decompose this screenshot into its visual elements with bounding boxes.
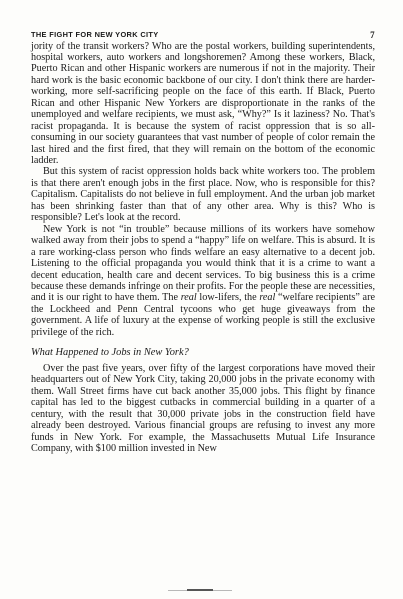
paragraph-4: Over the past five years, over fifty of the largest corporations have moved their headquarters out of New York City, taking 20,000 jobs in the private economy with them. Wall Street firms have cut back another 35,000 jobs. This flight by finance capital has led to the biggest cutbacks in commercial building in a quarter of a century, with the result that 30,000 private jobs in the construction field have already been destroyed. Various financial groups are refusing to invest any more funds in New York. For example, the Massachusetts Mutual Life Insurance Company, with $100 million invested in New — [31, 362, 375, 454]
page-number: 7 — [370, 30, 375, 40]
paragraph-1: jority of the transit workers? Who are the postal workers, building superintendents, hospital workers, auto workers and longshoremen? Among these workers, Black, Puerto Rican and other Hispanic workers are numerous if not in the majority. Their hard work is the basic economic backbone of our city. I don't think there are harder-working, more self-sacrificing people on the face of this earth. If Black, Puerto Rican and other Hispanic New Yorkers are disproportionate in the ranks of the unemployed and welfare recipients, we must ask, “Why?” Is it laziness? No. That's racist propaganda. It is because the system of racist oppression that is so all-consuming in our society guarantees that vast number of people of color remain the last hired and the first fired, that they will remain on the bottom of the economic ladder. — [31, 40, 375, 167]
running-title: THE FIGHT FOR NEW YORK CITY — [31, 30, 159, 39]
paragraph-3-part-2: low-lifers, the — [196, 292, 260, 304]
paragraph-3 — [31, 224, 375, 339]
body-text — [31, 41, 375, 455]
emphasis-real-2: real — [259, 292, 276, 304]
paragraph-2: But this system of racist oppression holds back white workers too. The problem is that there aren't enough jobs in the first place. Now, who is responsible for this? Capitalism. Capitalists do not believe in full employment. And the urban job market has been shrinking faster than that of any other area. Why is this? Who is responsible? Let's look at the record. — [31, 166, 375, 224]
paragraph-3-part-3: “welfare recipients” are the Lockheed and Penn Central tycoons who get huge giveaways from the government. A life of luxury at the expense of working people is still the exclusive privilege of the rich. — [31, 292, 375, 338]
bottom-rule — [168, 590, 232, 591]
emphasis-real-1: real — [180, 292, 197, 304]
section-subheading: What Happened to Jobs in New York? — [31, 346, 189, 358]
running-head — [31, 29, 375, 41]
paragraph-3-part-1: New York is not “in trouble” because millions of its workers have somehow walked away from their jobs to spend a “happy” life on welfare. This is absurd. It is a rare working-class person who finds welfare an easy alternative to a decent job. Listening to the official propaganda you would think that it is a crime to want a decent education, health care and decent services. To big business this is a crime because these demands infringe on their profits. For the people these are necessities, and it is our right to have them. The — [31, 223, 375, 304]
